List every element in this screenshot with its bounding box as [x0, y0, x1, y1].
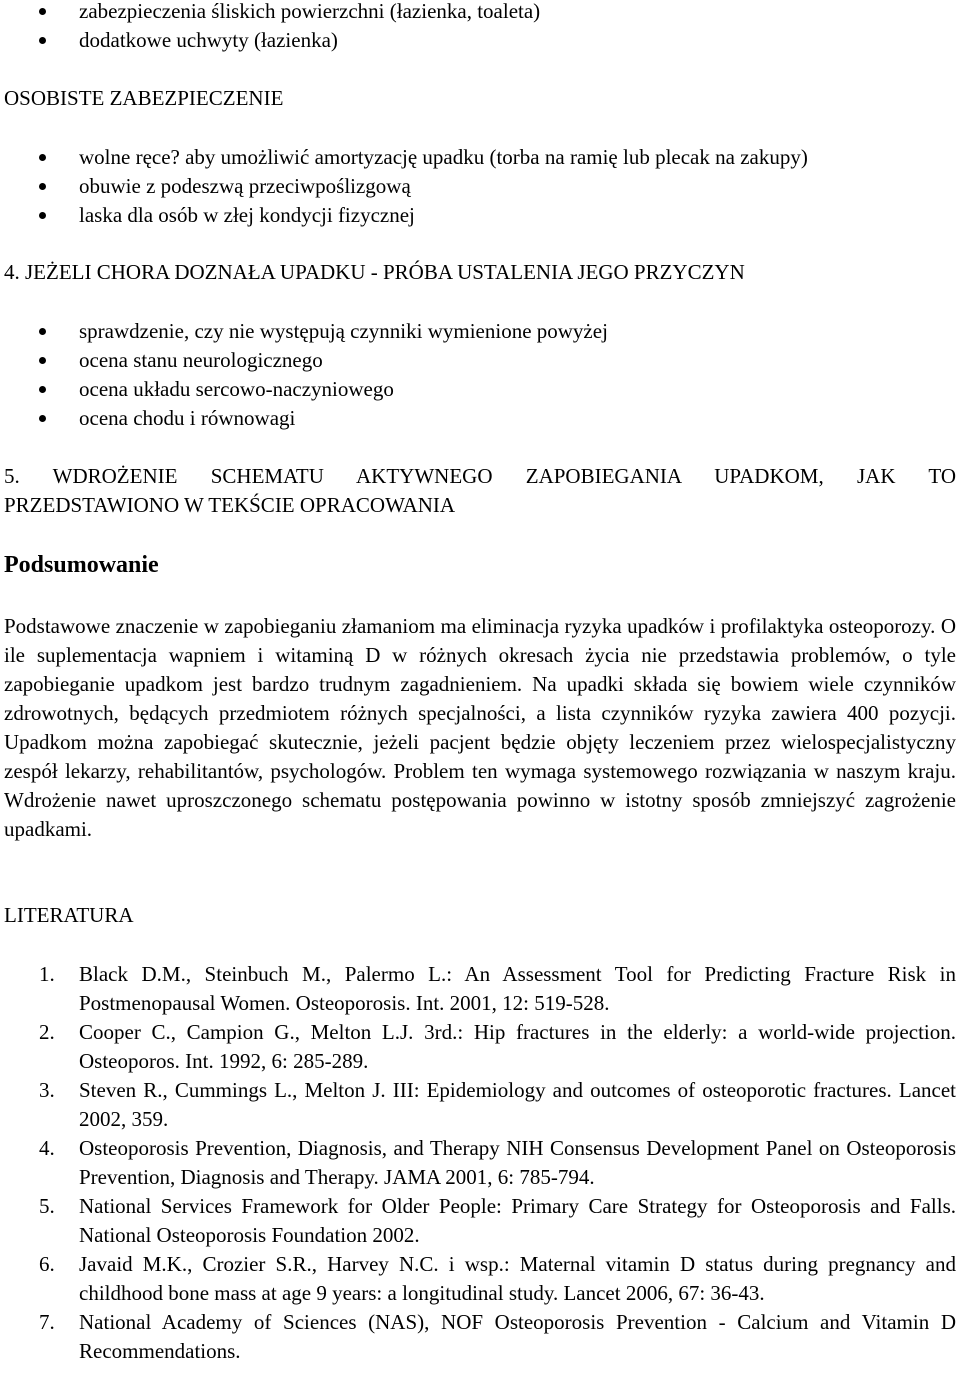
- reference-item: [0, 1076, 956, 1134]
- reference-item: [0, 960, 956, 1018]
- bullet-icon: [39, 8, 46, 15]
- reference-number: 4.: [39, 1136, 55, 1160]
- section-heading-4: 4. JEŻELI CHORA DOZNAŁA UPADKU - PRÓBA USTALENIA JEGO PRZYCZYN: [4, 260, 745, 284]
- section-heading-5-line2: PRZEDSTAWIONO W TEKŚCIE OPRACOWANIA: [4, 493, 456, 517]
- reference-text: Javaid M.K., Crozier S.R., Harvey N.C. i wsp.: Maternal vitamin D status during pregnancy and childhood bone mass at age 9 years: a longitudinal study. Lancet 2006, 67: 36-43.: [79, 1252, 956, 1305]
- section-heading-5-line1: 5. WDROŻENIE SCHEMATU AKTYWNEGO ZAPOBIEGANIA UPADKOM, JAK TO: [4, 464, 956, 488]
- bullet-list-safety: [0, 0, 960, 55]
- reference-number: 6.: [39, 1252, 55, 1276]
- reference-item: [0, 1192, 956, 1250]
- reference-text: Cooper C., Campion G., Melton L.J. 3rd.: Hip fractures in the elderly: a world-wide projection. Osteoporos. Int. 1992, 6: 285-289.: [79, 1020, 956, 1073]
- reference-item: [0, 1250, 956, 1308]
- bullet-icon: [39, 37, 46, 44]
- list-item-text: laska dla osób w złej kondycji fizycznej: [79, 203, 415, 227]
- reference-text: National Academy of Sciences (NAS), NOF Osteoporosis Prevention - Calcium and Vitamin D Recommendations.: [79, 1310, 956, 1363]
- bullet-icon: [39, 415, 46, 422]
- reference-number: 3.: [39, 1078, 55, 1102]
- list-item-text: wolne ręce? aby umożliwić amortyzację upadku (torba na ramię lub plecak na zakupy): [79, 145, 808, 169]
- reference-item: [0, 1134, 956, 1192]
- bullet-icon: [39, 328, 46, 335]
- bullet-icon: [39, 212, 46, 219]
- reference-item: [0, 1018, 956, 1076]
- list-item: [0, 0, 960, 26]
- list-item: [0, 26, 960, 55]
- reference-list: [0, 960, 960, 1366]
- summary-paragraph: Podstawowe znaczenie w zapobieganiu złamaniom ma eliminacja ryzyka upadków i profilaktyka osteoporozy. O ile suplementacja wapniem i witaminą D w różnych okresach życia nie przedstawia problemów, o tyle zapobieganie upadkom jest bardzo trudnym zagadnieniem. Na upadki składa się bowiem wiele czynników zdrowotnych, będących przedmiotem różnych specjalności, a lista czynników ryzyka zawiera 400 pozycji. Upadkom można zapobiegać skutecznie, jeżeli pacjent będzie objęty leczeniem przez wielospecjalistyczny zespół lekarzy, rehabilitantów, psychologów. Problem ten wymaga systemowego rozwiązania w naszym kraju. Wdrożenie nawet uproszczonego schematu postępowania powinno w istotny sposób zmniejszyć zagrożenie upadkami.: [4, 614, 956, 841]
- bullet-icon: [39, 357, 46, 364]
- reference-number: 7.: [39, 1310, 55, 1334]
- bullet-list-causes: [0, 317, 960, 433]
- reference-text: Black D.M., Steinbuch M., Palermo L.: An Assessment Tool for Predicting Fracture Risk in Postmenopausal Women. Osteoporosis. Int. 2001, 12: 519-528.: [79, 962, 956, 1015]
- list-item-text: dodatkowe uchwyty (łazienka): [79, 28, 338, 52]
- list-item: [0, 143, 960, 172]
- reference-text: National Services Framework for Older People: Primary Care Strategy for Osteoporosis and Falls. National Osteoporosis Foundation 2002.: [79, 1194, 956, 1247]
- reference-number: 2.: [39, 1020, 55, 1044]
- bullet-list-personal: [0, 143, 960, 230]
- list-item-text: zabezpieczenia śliskich powierzchni (łazienka, toaleta): [79, 0, 541, 23]
- list-item: [0, 346, 960, 375]
- reference-number: 1.: [39, 962, 55, 986]
- list-item-text: ocena stanu neurologicznego: [79, 348, 323, 372]
- reference-item: [0, 1308, 956, 1366]
- bullet-icon: [39, 183, 46, 190]
- list-item: [0, 404, 960, 433]
- reference-text: Osteoporosis Prevention, Diagnosis, and Therapy NIH Consensus Development Panel on Osteoporosis Prevention, Diagnosis and Therapy. JAMA 2001, 6: 785-794.: [79, 1136, 956, 1189]
- list-item: [0, 172, 960, 201]
- list-item: [0, 201, 960, 230]
- summary-title: Podsumowanie: [4, 552, 159, 578]
- reference-number: 5.: [39, 1194, 55, 1218]
- list-item: [0, 317, 960, 346]
- list-item-text: ocena układu sercowo-naczyniowego: [79, 377, 394, 401]
- bullet-icon: [39, 386, 46, 393]
- list-item: [0, 375, 960, 404]
- reference-text: Steven R., Cummings L., Melton J. III: Epidemiology and outcomes of osteoporotic fractures. Lancet 2002, 359.: [79, 1078, 956, 1131]
- list-item-text: sprawdzenie, czy nie występują czynniki wymienione powyżej: [79, 319, 608, 343]
- section-heading-personal: OSOBISTE ZABEZPIECZENIE: [4, 86, 284, 110]
- list-item-text: obuwie z podeszwą przeciwpoślizgową: [79, 174, 411, 198]
- literature-title: LITERATURA: [4, 903, 134, 927]
- list-item-text: ocena chodu i równowagi: [79, 406, 296, 430]
- bullet-icon: [39, 154, 46, 161]
